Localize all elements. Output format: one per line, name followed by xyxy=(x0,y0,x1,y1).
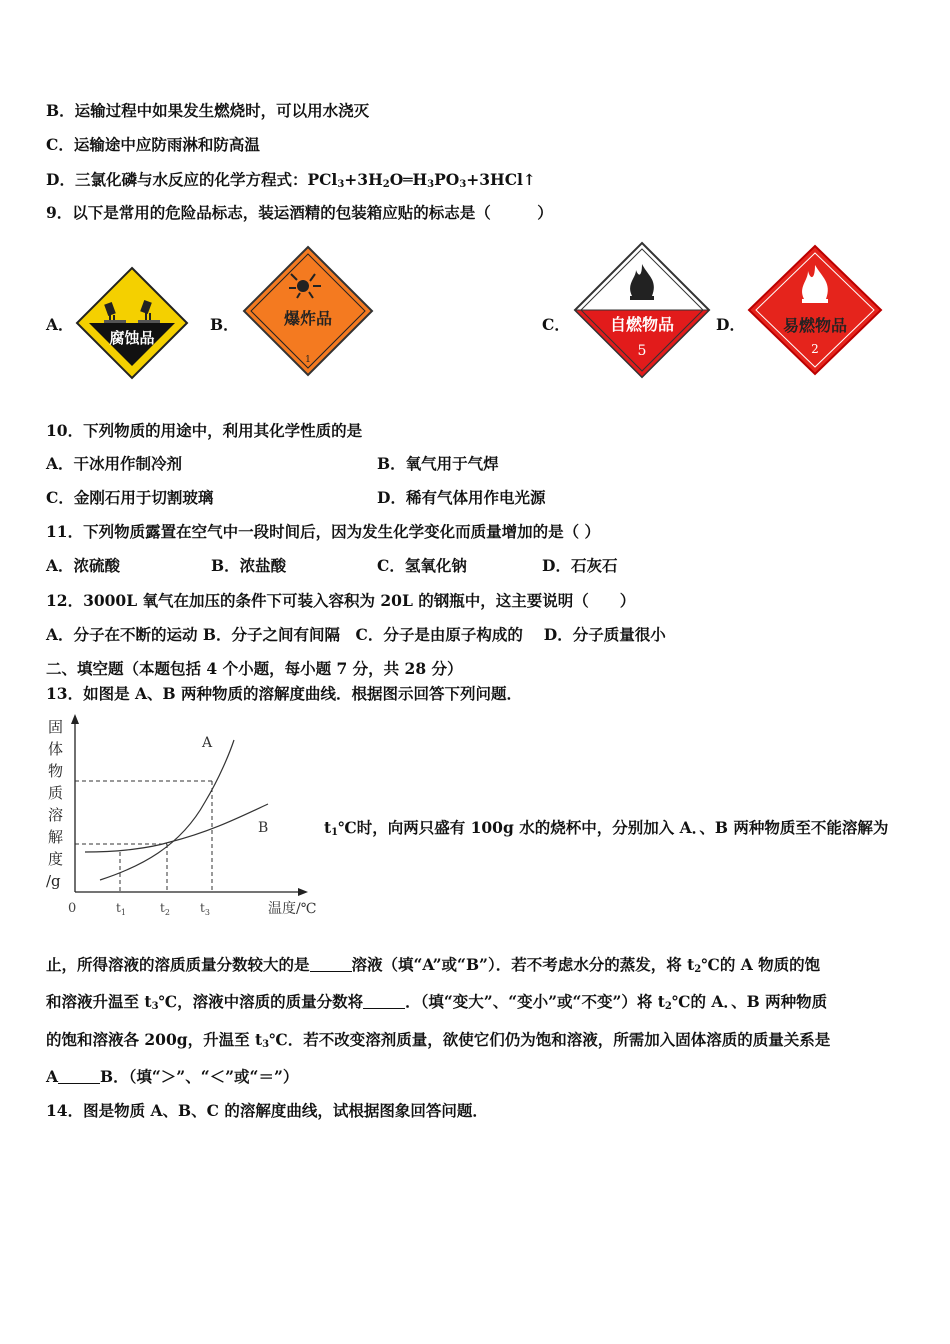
svg-text:5: 5 xyxy=(637,343,647,359)
svg-text:易燃物品: 易燃物品 xyxy=(782,316,848,335)
explosive-sign xyxy=(241,244,375,378)
origin-label: 0 xyxy=(68,901,77,916)
sign-c-letter: C． xyxy=(542,315,570,334)
q14-stem: 14．图是物质 A、B、C 的溶解度曲线，试根据图象回答问题． xyxy=(46,1101,488,1120)
answer-blank-3[interactable] xyxy=(58,1069,100,1084)
q13-line-5: A B．（填“＞”、“＜”或“＝”） xyxy=(46,1067,299,1086)
q13-stem: 13．如图是 A、B 两种物质的溶解度曲线．根据图示回答下列问题． xyxy=(46,684,522,703)
svg-text:爆炸品: 爆炸品 xyxy=(283,309,333,328)
q10-option-d: D．稀有气体用作电光源 xyxy=(377,488,546,507)
solubility-graph xyxy=(40,712,340,927)
tick-t3: $t_3$ xyxy=(200,901,210,917)
curve-b-label: B xyxy=(258,820,269,836)
y-label-char: 固 xyxy=(48,718,64,736)
svg-text:1: 1 xyxy=(305,355,311,365)
svg-text:腐蚀品: 腐蚀品 xyxy=(109,329,155,347)
tick-t1: $t_1$ xyxy=(116,901,126,917)
q11-option-c: C．氢氧化钠 xyxy=(377,556,467,575)
self-combustible-sign xyxy=(572,240,712,380)
curve-b xyxy=(85,804,268,852)
tick-t2: $t_2$ xyxy=(160,901,170,917)
q13-line-4: 的饱和溶液各 200g，升温至 $t_3℃$．若不改变溶剂质量，欲使它们仍为饱和溶液，所需加入固体溶质的质量关系是 xyxy=(46,1030,831,1050)
section-2-heading: 二、填空题（本题包括 4 个小题，每小题 7 分，共 28 分） xyxy=(46,659,463,678)
q13-line-2: 止，所得溶液的溶质质量分数较大的是 溶液（填“A”或“B”）．若不考虑水分的蒸发，将 $t_2℃$的 A 物质的饱 xyxy=(46,955,821,975)
q12-stem: 12．3000L 氧气在加压的条件下可装入容积为 20L 的钢瓶中，这主要说明（ ） xyxy=(46,591,636,610)
y-label-char: 体 xyxy=(48,740,64,758)
y-label-char: 物 xyxy=(48,762,64,780)
q10-stem: 10．下列物质的用途中，利用其化学性质的是 xyxy=(46,421,363,440)
y-label-char: 解 xyxy=(48,828,64,846)
q10-option-a: A．干冰用作制冷剂 xyxy=(46,454,183,473)
y-label-char: 质 xyxy=(48,784,64,802)
sign-a-letter: A． xyxy=(46,315,74,334)
y-label-char: 度 xyxy=(48,850,64,868)
q12-options: A．分子在不断的运动 B．分子之间有间隔 C．分子是由原子构成的 D．分子质量很小 xyxy=(46,625,666,644)
q13-side-text: $t_1℃$时，向两只盛有 100g 水的烧杯中，分别加入 A．、B 两种物质至不能溶解为 xyxy=(324,818,889,838)
x-axis-label: 温度/℃ xyxy=(268,901,317,917)
sign-b-letter: B． xyxy=(210,315,239,334)
q8-option-d: D．三氯化磷与水反应的化学方程式：$PCl_3+3H_2O═H_3PO_3+3HCl↑$ xyxy=(46,170,536,190)
sign-d-letter: D． xyxy=(716,315,745,334)
y-label-char: /g xyxy=(46,872,61,890)
svg-text:2: 2 xyxy=(811,342,819,356)
y-label-char: 溶 xyxy=(48,806,64,824)
q11-stem: 11．下列物质露置在空气中一段时间后，因为发生化学变化而质量增加的是（ ） xyxy=(46,522,600,541)
q8-option-c: C．运输途中应防雨淋和防高温 xyxy=(46,135,260,154)
q9-stem: 9．以下是常用的危险品标志，装运酒精的包装箱应贴的标志是（ ） xyxy=(46,203,553,222)
q10-option-b: B．氧气用于气焊 xyxy=(377,454,499,473)
q8-option-b: B．运输过程中如果发生燃烧时，可以用水浇灭 xyxy=(46,101,370,120)
q11-option-a: A．浓硫酸 xyxy=(46,556,121,575)
svg-text:自燃物品: 自燃物品 xyxy=(609,315,675,334)
answer-blank-2[interactable] xyxy=(363,994,405,1009)
q11-option-b: B．浓盐酸 xyxy=(211,556,287,575)
corrosive-sign xyxy=(74,265,190,381)
flammable-sign xyxy=(746,243,884,377)
curve-a-label: A xyxy=(202,735,213,751)
q13-line-3: 和溶液升温至 $t_3℃$，溶液中溶质的质量分数将 ．（填“变大”、“变小”或“不变”）将 $t_2℃$的 A．、B 两种物质 xyxy=(46,992,828,1012)
answer-blank-1[interactable] xyxy=(310,957,352,972)
q10-option-c: C．金刚石用于切割玻璃 xyxy=(46,488,214,507)
q11-option-d: D．石灰石 xyxy=(542,556,618,575)
